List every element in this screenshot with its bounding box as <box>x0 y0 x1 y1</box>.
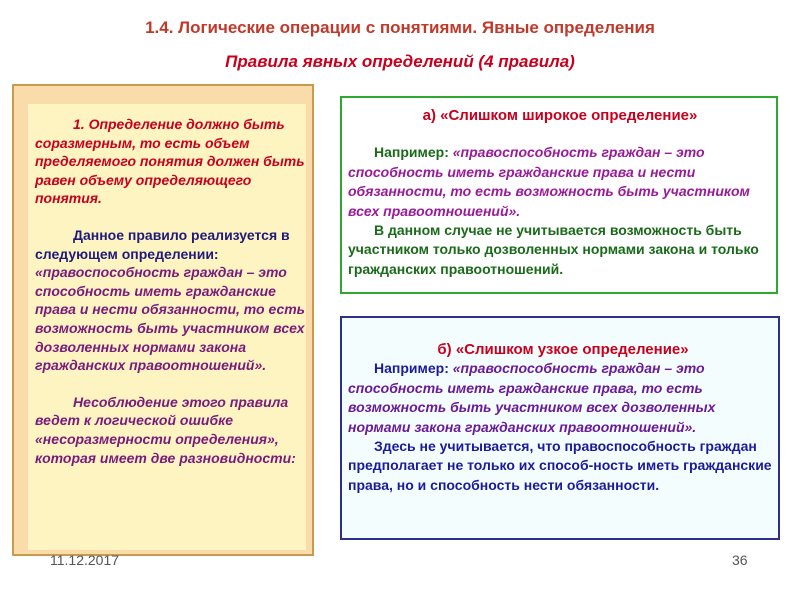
rule-intro: Данное правило реализуется в следующем определении: <box>35 226 290 262</box>
box-too-broad-text <box>348 106 772 279</box>
rule-consequence: Несоблюдение этого правила ведет к логической ошибке «несоразмерности определения», которая имеет две разновидности: <box>35 393 296 466</box>
box-too-narrow-example-block <box>348 359 778 437</box>
slide-title: 1.4. Логические операции с понятиями. Явные определения <box>145 18 655 37</box>
box-too-narrow-example-label: Например: <box>374 360 449 377</box>
box-too-broad-example-block <box>348 143 772 221</box>
footer-date: 11.12.2017 <box>50 552 120 568</box>
slide-number: 36 <box>732 552 748 568</box>
box-too-narrow-heading: б) «Слишком узкое определение» <box>437 341 689 358</box>
box-too-narrow-comment: Здесь не учитывается, что правоспособность граждан предполагает не только их способ-ность иметь гражданские права, но и способность нести обязанности. <box>348 438 772 493</box>
rule-example: «правоспособность граждан – это способность иметь гражданские права и нести обязанности, то есть возможность быть участником всех дозволенных нормами закона гражданских правоотношений». <box>35 264 305 374</box>
box-too-narrow-text <box>348 340 778 495</box>
slide-subtitle: Правила явных определений (4 правила) <box>225 52 575 71</box>
box-too-narrow-example: «правоспособность граждан – это способность иметь гражданские права, то есть возможность быть участником всех дозволенных нормами закона гражданских правоотношений». <box>348 360 716 435</box>
box-too-broad-comment: В данном случае не учитывается возможность быть участником только дозволенных нормами закона и только гражданских правоотношений. <box>348 222 759 277</box>
box-too-broad-example-label: Например: <box>374 144 449 161</box>
left-panel-text <box>35 115 305 467</box>
rule-heading: 1. Определение должно быть соразмерным, то есть объем пределяемого понятия должен быть равен объему определяющего понятия. <box>35 116 305 207</box>
box-too-broad-example: «правоспособность граждан – это способность иметь гражданские права и нести обязанности, то есть возможность быть участником всех правоотношений». <box>348 144 750 219</box>
box-too-broad-heading: а) «Слишком широкое определение» <box>422 107 698 124</box>
